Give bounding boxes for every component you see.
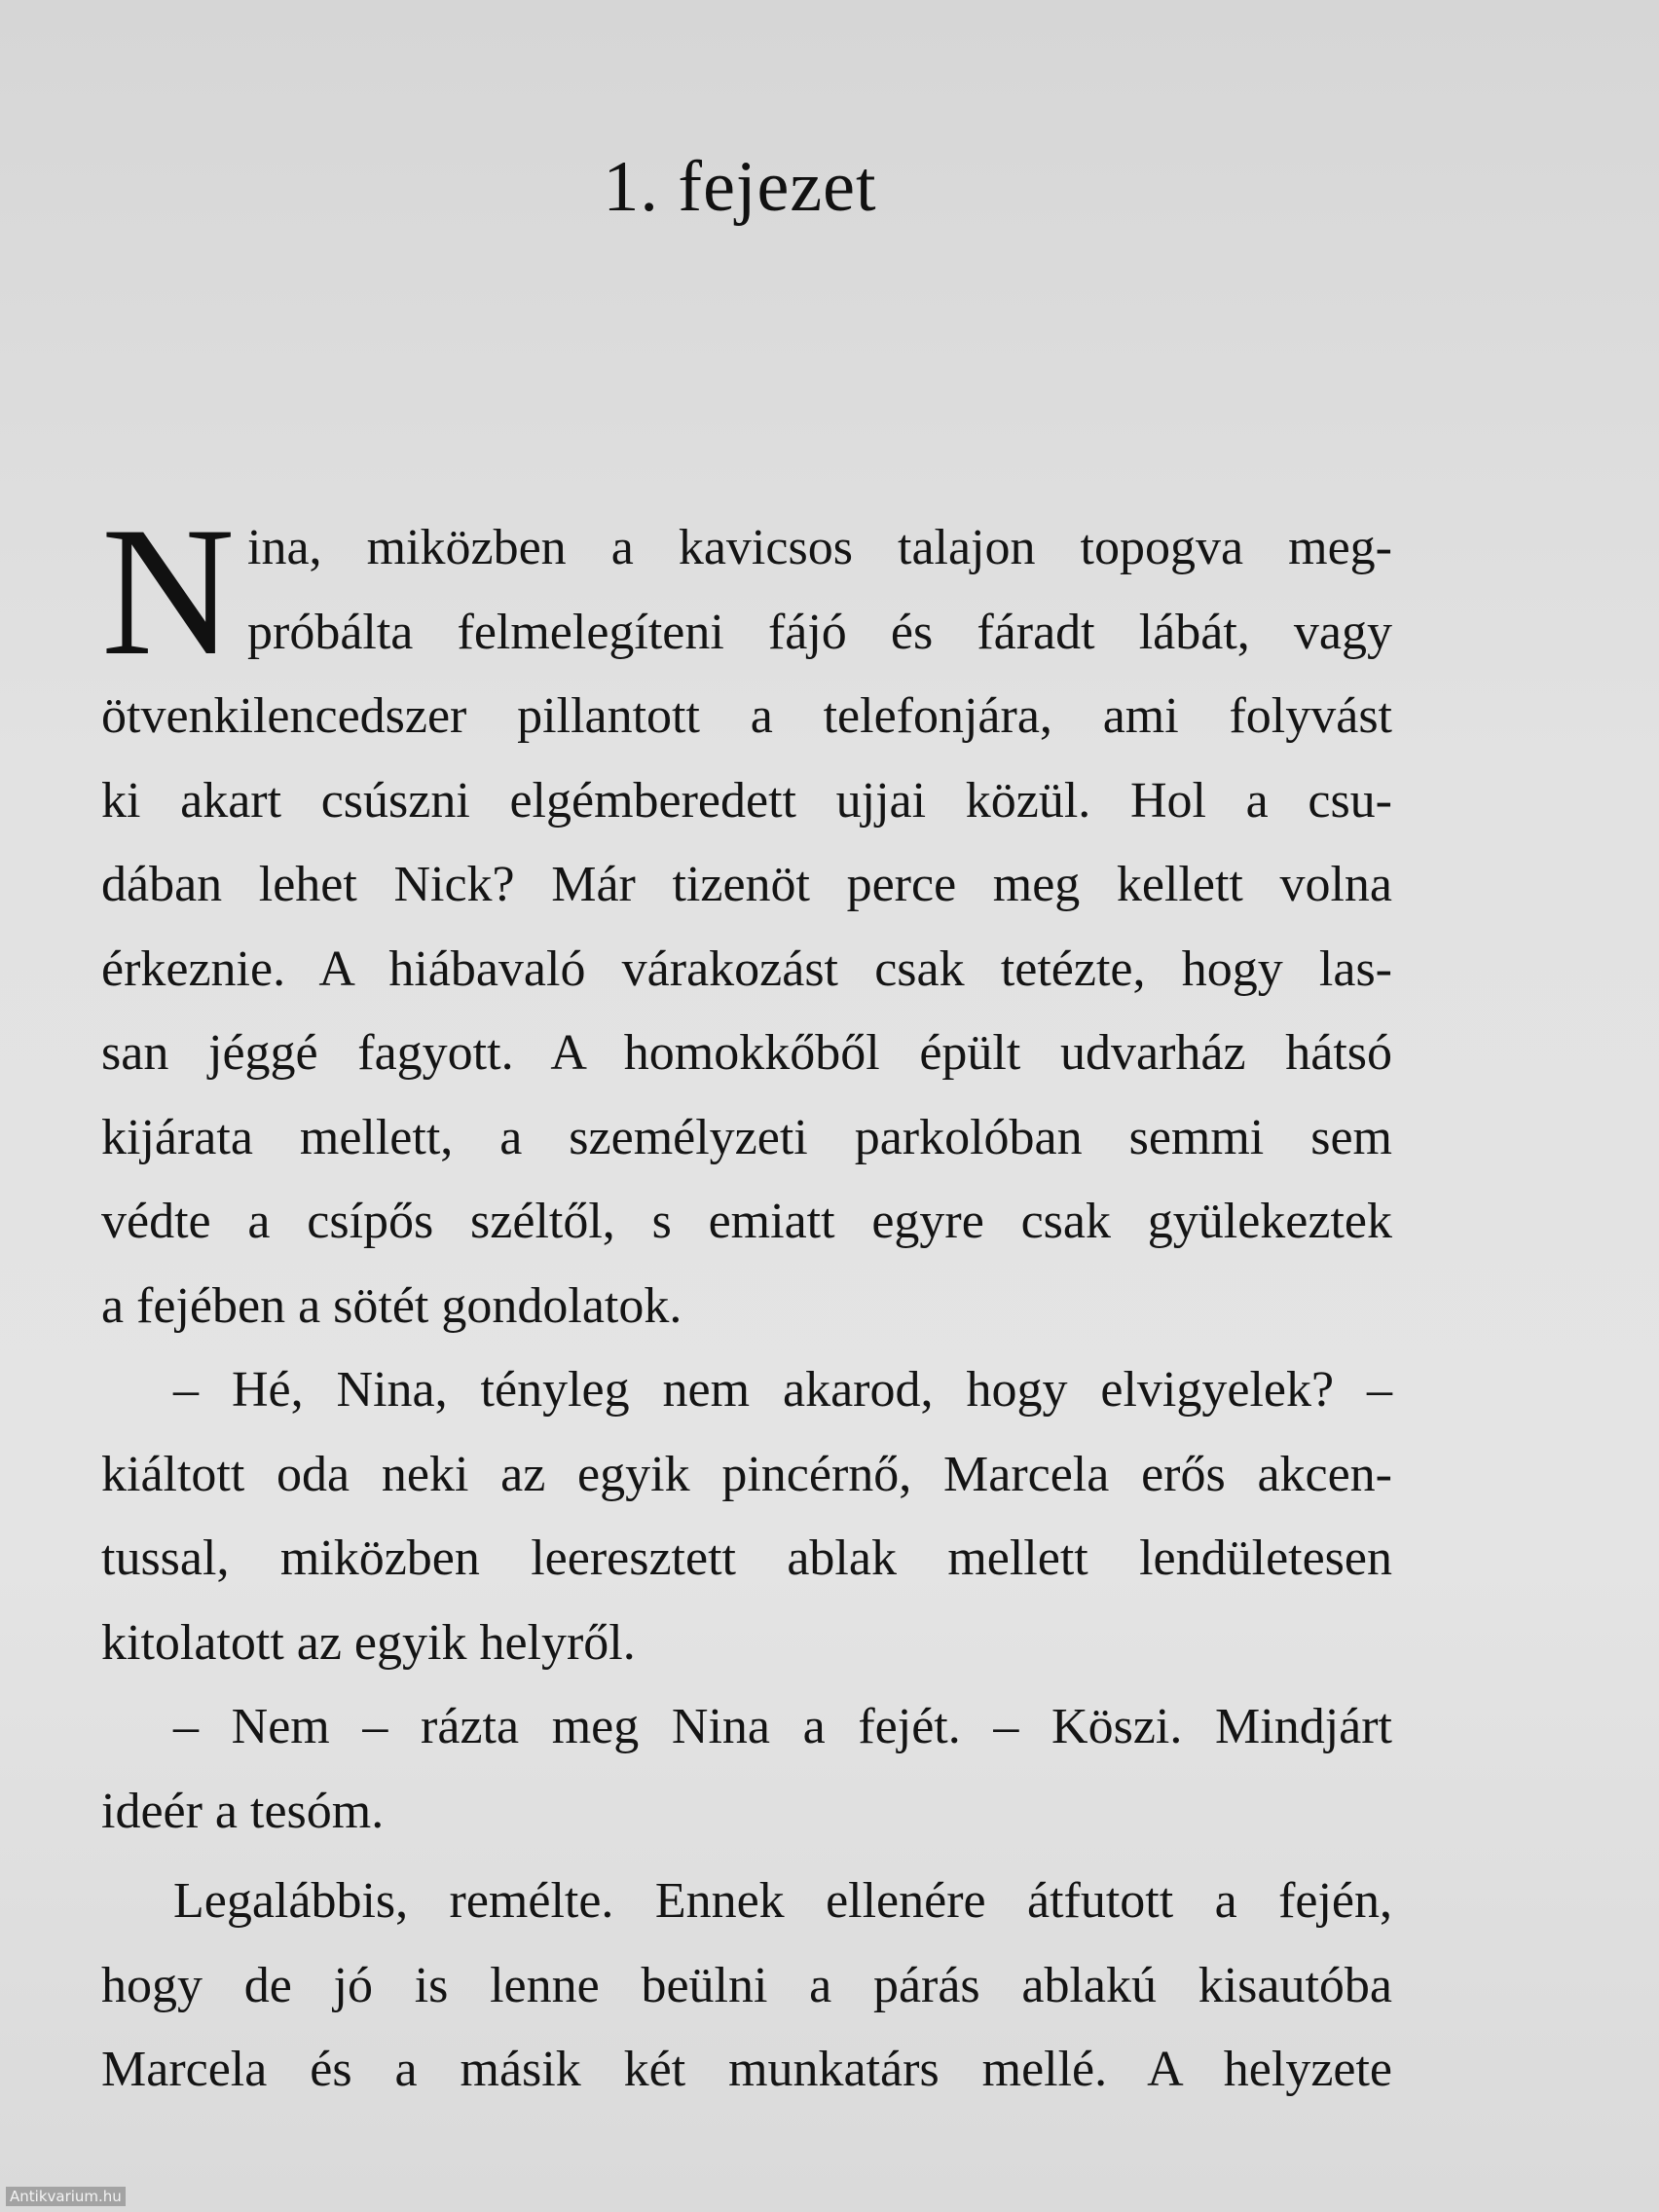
body-text xyxy=(101,490,1392,2113)
chapter-title: 1. fejezet xyxy=(603,147,877,227)
text-line: ina, miközben a kavicsos talajon topogva meg- xyxy=(247,520,1392,575)
text-line: Marcela és a másik két munkatárs mellé. A helyzete xyxy=(101,2042,1392,2097)
text-line: a fejében a sötét gondolatok. xyxy=(101,1277,682,1334)
text-line: san jéggé fagyott. A homokkőből épült udvarház hátsó xyxy=(101,1025,1392,1081)
text-line: hogy de jó is lenne beülni a párás ablakú kisautóba xyxy=(101,1957,1392,2013)
text-line: kiáltott oda neki az egyik pincérnő, Marcela erős akcen- xyxy=(101,1446,1392,1502)
text-line: érkeznie. A hiábavaló várakozást csak tetézte, hogy las- xyxy=(101,940,1392,997)
text-line: Legalábbis, remélte. Ennek ellenére átfutott a fején, xyxy=(173,1873,1392,1929)
text-line: ki akart csúszni elgémberedett ujjai közül. Hol a csu- xyxy=(101,772,1392,829)
text-line: tussal, miközben leeresztett ablak mellett lendületesen xyxy=(101,1530,1392,1586)
text-line: próbálta felmelegíteni fájó és fáradt lábát, vagy xyxy=(247,604,1392,660)
text-line: – Hé, Nina, tényleg nem akarod, hogy elvigyelek? – xyxy=(173,1362,1392,1418)
text-line: ideér a tesóm. xyxy=(101,1783,385,1839)
drop-cap: N xyxy=(101,490,236,694)
text-line: ötvenkilencedszer pillantott a telefonjára, ami folyvást xyxy=(101,688,1392,744)
text-line: kijárata mellett, a személyzeti parkolóban semmi sem xyxy=(101,1109,1392,1165)
text-line: dában lehet Nick? Már tizenöt perce meg kellett volna xyxy=(101,857,1392,912)
text-line: védte a csípős széltől, s emiatt egyre csak gyülekeztek xyxy=(101,1194,1392,1249)
text-line: kitolatott az egyik helyről. xyxy=(101,1614,636,1671)
watermark: Antikvarium.hu xyxy=(6,2187,126,2206)
text-line: – Nem – rázta meg Nina a fejét. – Köszi. Mindjárt xyxy=(173,1699,1392,1754)
